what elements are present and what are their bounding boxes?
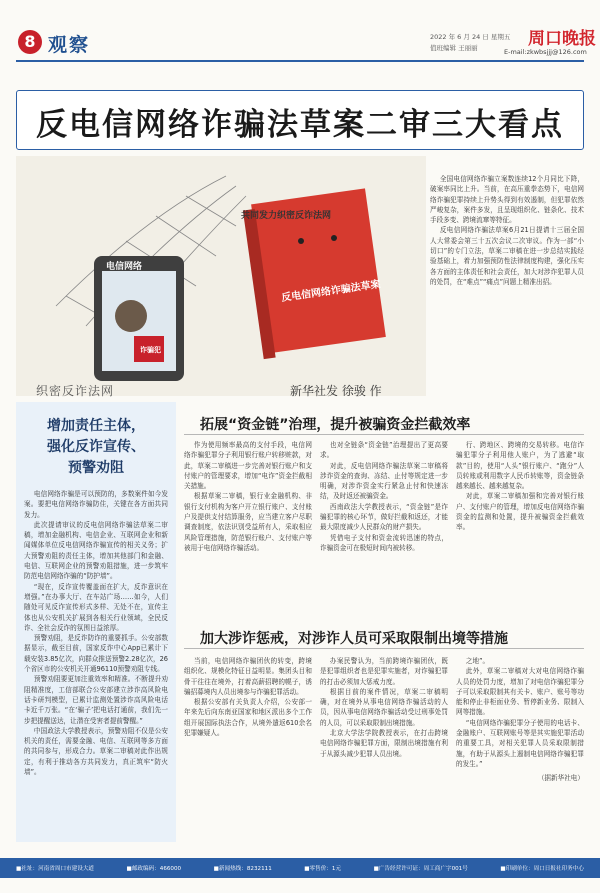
article-paragraph: 作为使用频率最高的支付手段，电信网络诈骗犯罪分子利用银行账户转移赃款，对此，草案二审稿进一步完善对银行账户和支付账户的管理要求，增加“电诈”资金拦截相关措施。 <box>184 441 312 491</box>
book-title: 反电信网络诈骗法草案 <box>280 279 382 305</box>
article-paragraph: 北京大学法学院教授表示，在打击跨境电信网络诈骗犯罪方面，限制出境措施有利于从源头减少犯罪人员出境。 <box>320 729 448 758</box>
section-funds-columns <box>184 440 584 605</box>
article-paragraph: 根据目前的案件情况，草案二审稿明确，对在境外从事电信网络诈骗活动的人员，因从事电信网络诈骗活动受过刑事处罚的人员，可以采取限制出境措施。 <box>320 687 448 727</box>
article-paragraph: 也对全链条“资金链”治理提出了更高要求。 <box>320 441 448 460</box>
article-paragraph: 根据公安部有关负责人介绍，公安部一年来先后向东南亚国家和地区派出多个工作组开展国际执法合作，从境外遣返610余名犯罪嫌疑人。 <box>184 698 312 738</box>
phone-screen-label: 电信网络 <box>106 262 143 272</box>
footer-item: ■社址：河南省周口市建设大道 <box>16 866 95 872</box>
article-column <box>184 440 312 605</box>
intro-paragraph: 反电信网络诈骗法草案6月21日提请十三届全国人大常委会第三十五次会议二次审议。作为一部“小切口”的专门立法，草案二审稿在进一步总结实践经验基础上，着力加强预防性法律制度构建，强化压实各方面的主体责任和社会责任，加大对涉诈犯罪人员的处罚，在“难点”“痛点”问题上精准出招。 <box>430 226 584 286</box>
article-paragraph: 之地”。 <box>465 657 490 665</box>
newspaper-logo: 周口晚报 <box>528 29 596 49</box>
cartoon-illustration <box>16 156 426 396</box>
article-paragraph: 对此，反电信网络诈骗法草案二审稿将涉诈资金的查询、冻结、止付等规定进一步明确，对涉诈资金实行紧急止付和快速冻结，及时返还被骗资金。 <box>320 461 448 501</box>
headline-box <box>16 90 584 150</box>
sidebar-title-text: 增加责任主体， 强化反诈宣传、 预警劝阻 <box>47 418 145 476</box>
phone-icon <box>94 256 184 381</box>
section-title-punishment: 加大涉诈惩戒，对涉诈人员可采取限制出境等措施 <box>200 631 508 647</box>
article-column <box>320 656 448 852</box>
article-column <box>320 440 448 605</box>
masthead <box>0 0 600 88</box>
page-number-badge: 8 <box>18 30 42 54</box>
main-headline: 反电信网络诈骗法草案二审三大看点 <box>36 107 564 143</box>
sidebar-article <box>16 402 176 842</box>
sidebar-paragraph: 此次提请审议的反电信网络诈骗法草案二审稿，增加金融机构、电信企业、互联网企业和新闻媒体单位反电信网络诈骗宣传的相关义务；扩大预警劝阻的责任主体，增加其他部门和金融、电信、互联网企业的预警劝阻措施，进一步筑牢防范电信网络诈骗的“防护墙”。 <box>24 520 168 581</box>
contact-email: E-mail:zkwbsjjj@126.com <box>504 48 587 56</box>
criminal-badge: 诈骗犯 <box>140 346 161 354</box>
footer-item: ■新闻热线：8232111 <box>213 866 272 872</box>
footer-bar <box>0 858 600 878</box>
duty-editor: 值班编辑 王丽丽 <box>430 44 478 52</box>
article-column <box>184 656 312 852</box>
article-paragraph: “电信网络诈骗犯罪分子使用的电话卡、金融账户、互联网账号等是其实施犯罪活动的重要工具，对相关犯罪人员采取限制措施，有助于从源头上遏制电信网络诈骗犯罪的发生。” <box>456 718 584 768</box>
footer-item: ■印刷单位：周口日报社印务中心 <box>500 866 584 872</box>
footer-item: ■零售价：1元 <box>304 866 342 872</box>
article-paragraph: 对此，草案二审稿加强和完善对银行账户、支付账户的管理，增加反电信网络诈骗资金的监测和处置，提升被骗资金拦截效率。 <box>456 492 584 532</box>
sidebar-paragraph: 预警劝阻要更加注重效率和精准。不断提升劝阻精准度，工信部联合公安部建立涉诈高风险电话卡研判模型，已累计监测处置涉诈高风险电话卡近千万张。“在‘骗子’把电话打通前，我们先一步把提醒送达，让潜在受害者提前警醒。” <box>24 675 168 725</box>
cartoon-banner: 共同发力织密反诈法网 <box>241 211 332 221</box>
editorial-cartoon <box>16 156 426 396</box>
cartoon-credit: 新华社发 徐骏 作 <box>290 384 382 398</box>
article-paragraph: 行、跨地区、跨境的交易转移。电信诈骗犯罪分子利用他人账户，为了逃避“取款”目的，使用“人头”银行账户、“跑分”人员转账或利用数字人民币转账等，资金链条越来越长、越来越复杂。 <box>456 441 584 491</box>
sidebar-paragraph: “现在，反诈宣传覆盖面在扩大，反诈意识在增强。”在办事大厅、在车站广场……如今，人们随处可见反诈宣传形式多样、无处不在，宣传主体也从公安机关扩展到各相关行业领域，全民反诈、全社会反诈的氛围日益浓厚。 <box>24 582 168 632</box>
article-paragraph: 当前，电信网络诈骗团伙的转变，跨境组织化、规模化特征日益明显。集团头目和骨干往往在境外，打着高薪招聘的幌子，诱骗招募境内人员出境参与诈骗犯罪活动。 <box>184 657 312 696</box>
intro-paragraph: 全国电信网络诈骗立案数连续12个月同比下降，破案率同比上升。当前，在高压重拳态势下，电信网络诈骗犯罪持续上升势头得到有效遏制，但犯罪依然严峻复杂，案件多发，且呈现组织化、链条化、技术手段多变、跨境流窜等特征。 <box>430 175 584 225</box>
article-paragraph: 办案民警认为，当前跨境诈骗团伙，既是犯罪组织者也是犯罪实施者，对诈骗犯罪的打击必须加大惩戒力度。 <box>320 657 448 686</box>
news-credit: （据新华社电） <box>537 774 584 783</box>
section-divider <box>184 434 584 435</box>
sidebar-paragraph: 电信网络诈骗是可以预防的，多数案件如今发案。要把电信网络诈骗防住，关键在各方面共同发力。 <box>24 490 168 519</box>
article-paragraph: 西南政法大学教授表示，“资金链”是诈骗犯罪的核心环节，做好拦截和返还，才能最大限度减少人民群众的财产损失。 <box>320 502 448 532</box>
footer-item: ■广告经营许可证：周工商广字001号 <box>373 866 468 872</box>
sidebar-paragraph: 预警劝阻，是反诈防诈的重要抓手。公安部数据显示，截至目前，国家反诈中心App已累计下载安装3.85亿次，向群众推送预警2.28亿次，26个省区市的公安机关开通96110预警劝阻专线。 <box>24 634 168 674</box>
section-divider <box>184 648 584 649</box>
section-title-funds: 拓展“资金链”治理，提升被骗资金拦截效率 <box>200 417 471 433</box>
article-paragraph: 此外，草案二审稿对大对电信网络诈骗人员的处罚力度，增加了对电信诈骗犯罪分子可以采取限制其有关卡、账户、账号等功能和停止非柜面业务、暂停新业务、限制入网等措施。 <box>456 667 584 717</box>
article-paragraph: 凭借电子支付和资金流转迅速的特点，诈骗资金可在极短时间内被转移。 <box>320 533 448 552</box>
sidebar-title <box>16 402 176 479</box>
cartoon-caption: 织密反诈法网 <box>36 384 115 398</box>
footer-item: ■邮政编码：466000 <box>126 866 182 872</box>
issue-date: 2022 年 6 月 24 日 星期五 <box>430 33 511 41</box>
article-column <box>456 440 584 605</box>
header-divider <box>16 60 584 62</box>
section-punishment-columns <box>184 656 584 852</box>
sidebar-paragraph: 中国政法大学教授表示，预警劝阻不仅是公安机关的责任，需要金融、电信、互联网等多方面的共同参与，形成合力。草案二审稿对此作出规定，有利于推动各方共同发力，真正筑牢“防火墙”。 <box>24 726 168 777</box>
section-name: 观察 <box>48 34 91 56</box>
sidebar-body <box>16 479 176 777</box>
intro-text <box>430 174 584 287</box>
article-paragraph: 根据草案二审稿，银行业金融机构、非银行支付机构为客户开立银行账户、支付账户及提供支付结算服务，应当建立客户尽职调查制度，依法识别受益所有人，采取相应风险管理措施，防范银行账户、支付账户等被用于电信网络诈骗活动。 <box>184 492 312 552</box>
article-column <box>456 656 584 852</box>
